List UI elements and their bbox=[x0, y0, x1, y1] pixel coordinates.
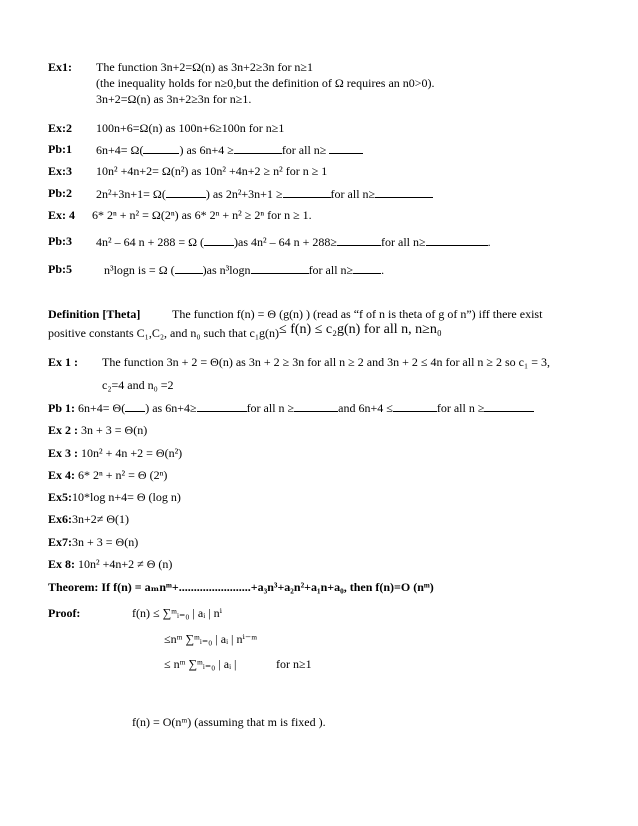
ex5t-text: 10*log n+4= Θ (log n) bbox=[72, 490, 181, 504]
ex7t-label: Ex7: bbox=[48, 535, 72, 549]
ex6t-label: Ex6: bbox=[48, 512, 72, 526]
ex2t-text: 3n + 3 = Θ(n) bbox=[81, 423, 148, 437]
ex1-label: Ex1: bbox=[48, 60, 72, 74]
definition-line2a: positive constants C₁,C₂, and n₀ such that c₁g(n) bbox=[48, 326, 280, 340]
ex1t-line1: The function 3n + 2 = Θ(n) as 3n + 2 ≥ 3n for all n ≥ 2 and 3n + 2 ≤ 4n for all n ≥ 2 so c₁ = 3, bbox=[102, 355, 550, 369]
pb2-blank-2[interactable] bbox=[283, 186, 331, 198]
pb1t-part-a: 6n+4= Θ( bbox=[78, 401, 126, 415]
ex8t bbox=[48, 557, 172, 571]
ex2-label: Ex:2 bbox=[48, 121, 72, 135]
pb1t-blank-4[interactable] bbox=[393, 400, 437, 412]
pb3-part-c: for all n≥ bbox=[381, 235, 426, 249]
ex3t bbox=[48, 446, 182, 460]
pb2-blank-1[interactable] bbox=[166, 186, 206, 198]
proof-line3: ≤ nᵐ ∑ᵐᵢ₌₀ | aᵢ | bbox=[164, 657, 237, 671]
ex4t bbox=[48, 468, 167, 482]
ex1-line2: (the inequality holds for n≥0,but the definition of Ω requires an n0>0). bbox=[96, 76, 435, 90]
pb2-label: Pb:2 bbox=[48, 186, 72, 200]
ex7t bbox=[48, 535, 138, 549]
ex6t bbox=[48, 512, 129, 526]
ex3-label: Ex:3 bbox=[48, 164, 72, 178]
pb1t-part-b: ) as 6n+4≥ bbox=[145, 401, 197, 415]
ex2t-label: Ex 2 : bbox=[48, 423, 78, 437]
ex4-text: 6* 2ⁿ + n² = Ω(2ⁿ) as 6* 2ⁿ + n² ≥ 2ⁿ for n ≥ 1. bbox=[92, 208, 312, 222]
pb1-part-b: ) as 6n+4 ≥ bbox=[179, 143, 234, 157]
pb3-text bbox=[96, 234, 491, 249]
pb1t-label: Pb 1: bbox=[48, 401, 75, 415]
ex7t-text: 3n + 3 = Θ(n) bbox=[72, 535, 139, 549]
ex1-line1: The function 3n+2=Ω(n) as 3n+2≥3n for n≥1 bbox=[96, 60, 314, 74]
pb5-blank-3[interactable] bbox=[353, 262, 381, 274]
pb1-blank-2[interactable] bbox=[234, 142, 282, 154]
pb2-blank-3[interactable] bbox=[375, 186, 433, 198]
ex8t-label: Ex 8: bbox=[48, 557, 75, 571]
pb3-part-b: )as 4n² – 64 n + 288≥ bbox=[234, 235, 337, 249]
pb1-label: Pb:1 bbox=[48, 142, 72, 156]
pb3-part-d: . bbox=[487, 235, 491, 249]
pb1-part-a: 6n+4= Ω( bbox=[96, 143, 144, 157]
pb1t-part-d: and 6n+4 ≤ bbox=[338, 401, 393, 415]
pb3-part-a: 4n² – 64 n + 288 = Ω ( bbox=[96, 235, 205, 249]
ex6t-text: 3n+2≠ Θ(1) bbox=[72, 512, 130, 526]
ex4t-text: 6* 2ⁿ + n² = Θ (2ⁿ) bbox=[78, 468, 168, 482]
pb5-part-d: . bbox=[381, 263, 385, 277]
pb1-blank-3[interactable] bbox=[329, 142, 363, 154]
ex4-label: Ex: 4 bbox=[48, 208, 75, 222]
proof-line3-condition: for n≥1 bbox=[276, 657, 312, 671]
pb1t-blank-5[interactable] bbox=[484, 400, 534, 412]
proof-conclusion: f(n) = O(nᵐ) (assuming that m is fixed ). bbox=[132, 715, 326, 729]
ex1t-label: Ex 1 : bbox=[48, 355, 78, 369]
pb5-label: Pb:5 bbox=[48, 262, 72, 276]
ex1-line3: 3n+2=Ω(n) as 3n+2≥3n for n≥1. bbox=[96, 92, 252, 106]
pb2-part-b: ) as 2n²+3n+1 ≥ bbox=[205, 187, 283, 201]
pb3-blank-2[interactable] bbox=[337, 234, 381, 246]
ex3-text: 10n² +4n+2= Ω(n²) as 10n² +4n+2 ≥ n² for n ≥ 1 bbox=[96, 164, 328, 178]
ex1t-line2: c₂=4 and n₀ =2 bbox=[102, 378, 174, 392]
definition-line2b: ≤ f(n) ≤ c₂g(n) for all n, n≥n₀ bbox=[279, 322, 442, 337]
pb2-text bbox=[96, 186, 433, 201]
pb5-part-b: )as n³logn bbox=[202, 263, 251, 277]
pb1t-blank-2[interactable] bbox=[197, 400, 247, 412]
definition-line2 bbox=[48, 322, 442, 343]
pb2-part-c: for all n≥ bbox=[330, 187, 376, 201]
pb5-part-c: for all n≥ bbox=[308, 263, 354, 277]
pb1-part-c: for all n≥ bbox=[281, 143, 327, 157]
proof-line2: ≤nᵐ ∑ᵐᵢ₌₀ | aᵢ | nⁱ⁻ᵐ bbox=[164, 632, 258, 646]
ex3t-text: 10n² + 4n +2 = Θ(n²) bbox=[81, 446, 183, 460]
pb1t-text bbox=[48, 400, 534, 415]
pb3-blank-3[interactable] bbox=[426, 234, 488, 246]
ex2t bbox=[48, 423, 147, 437]
pb1t-part-c: for all n ≥ bbox=[246, 401, 295, 415]
pb5-part-a: n³logn is = Ω ( bbox=[104, 263, 175, 277]
definition-label: Definition [Theta] bbox=[48, 307, 141, 321]
pb1t-blank-3[interactable] bbox=[294, 400, 338, 412]
pb1t-part-e: for all n ≥ bbox=[436, 401, 485, 415]
ex3t-label: Ex 3 : bbox=[48, 446, 78, 460]
pb5-blank-1[interactable] bbox=[175, 262, 203, 274]
pb5-text bbox=[104, 262, 384, 277]
pb1-text bbox=[96, 142, 363, 157]
ex5t bbox=[48, 490, 181, 504]
pb5-blank-2[interactable] bbox=[251, 262, 309, 274]
pb1-blank-1[interactable] bbox=[143, 142, 179, 154]
ex2-text: 100n+6=Ω(n) as 100n+6≥100n for n≥1 bbox=[96, 121, 285, 135]
proof-label: Proof: bbox=[48, 606, 81, 620]
ex5t-label: Ex5: bbox=[48, 490, 72, 504]
pb3-label: Pb:3 bbox=[48, 234, 72, 248]
pb2-part-a: 2n²+3n+1= Ω( bbox=[96, 187, 166, 201]
definition-line1: The function f(n) = Θ (g(n) ) (read as “f of n is theta of g of n”) iff there exist bbox=[172, 307, 543, 321]
theorem-text: Theorem: If f(n) = aₘnᵐ+........................+a₃n³+a₂n²+a₁n+a₀, then f(n)=O (nᵐ) bbox=[48, 580, 434, 594]
pb1t-blank-1[interactable] bbox=[125, 400, 145, 412]
ex8t-text: 10n² +4n+2 ≠ Θ (n) bbox=[78, 557, 173, 571]
proof-line1: f(n) ≤ ∑ᵐᵢ₌₀ | aᵢ | nⁱ bbox=[132, 606, 222, 620]
pb3-blank-1[interactable] bbox=[204, 234, 234, 246]
ex4t-label: Ex 4: bbox=[48, 468, 75, 482]
